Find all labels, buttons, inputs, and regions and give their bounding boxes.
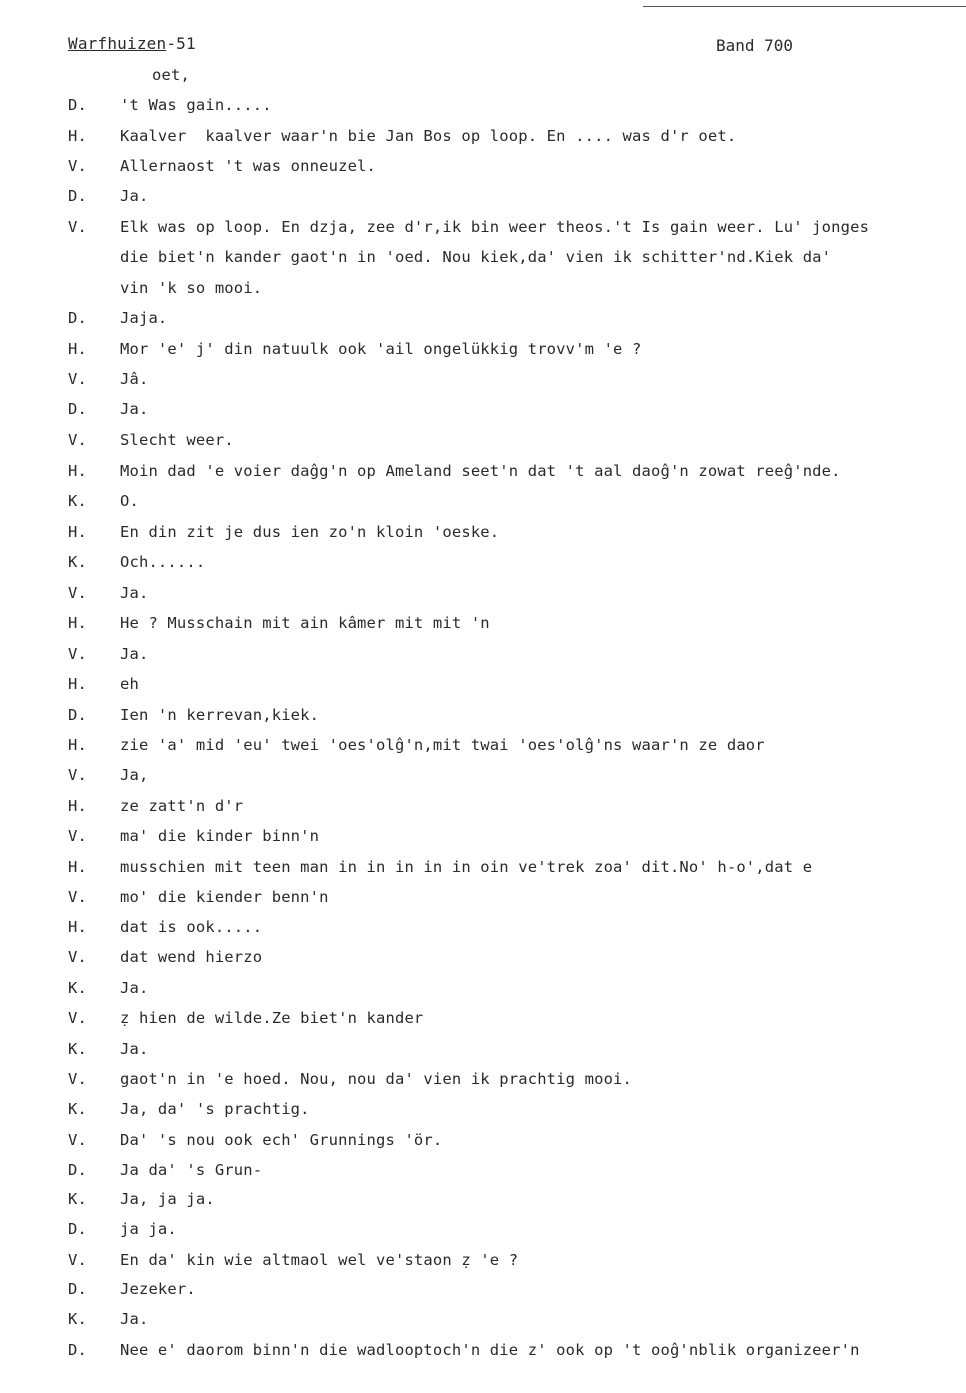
line-text: Ja. [120, 400, 149, 418]
line-text: Ja. [120, 979, 149, 997]
speaker-label: V. [68, 766, 87, 784]
speaker-label: D. [68, 400, 87, 418]
speaker-label: H. [68, 614, 87, 632]
speaker-label: H. [68, 918, 87, 936]
speaker-label: D. [68, 1341, 87, 1359]
line-text: O. [120, 492, 139, 510]
line-text: dat wend hierzo [120, 948, 263, 966]
line-text: ẓ hien de wilde.Ze biet'n kander [120, 1009, 424, 1027]
line-text: ja ja. [120, 1220, 177, 1238]
line-text: oet, [152, 66, 190, 84]
line-text: Ja. [120, 187, 149, 205]
speaker-label: H. [68, 340, 87, 358]
speaker-label: V. [68, 827, 87, 845]
line-text: die biet'n kander gaot'n in 'oed. Nou kiek,da' vien ik schitter'nd.Kiek da' [120, 248, 832, 266]
speaker-label: V. [68, 645, 87, 663]
line-text: Mor 'e' j' din natuulk ook 'ail ongelükkig trovv'm 'e ? [120, 340, 642, 358]
line-text: eh [120, 675, 139, 693]
speaker-label: H. [68, 736, 87, 754]
speaker-label: V. [68, 218, 87, 236]
line-text: vin 'k so mooi. [120, 279, 263, 297]
speaker-label: K. [68, 1040, 87, 1058]
line-text: Ja, ja ja. [120, 1190, 215, 1208]
speaker-label: K. [68, 553, 87, 571]
line-text: ma' die kinder binn'n [120, 827, 320, 845]
speaker-label: V. [68, 1009, 87, 1027]
line-text: mo' die kiender benn'n [120, 888, 329, 906]
speaker-label: V. [68, 584, 87, 602]
line-text: Ja. [120, 1040, 149, 1058]
line-text: dat is ook..... [120, 918, 263, 936]
speaker-label: H. [68, 675, 87, 693]
line-text: Jezeker. [120, 1280, 196, 1298]
speaker-label: K. [68, 1190, 87, 1208]
speaker-label: D. [68, 1161, 87, 1179]
speaker-label: H. [68, 858, 87, 876]
line-text: Slecht weer. [120, 431, 234, 449]
speaker-label: D. [68, 1280, 87, 1298]
speaker-label: K. [68, 1100, 87, 1118]
line-text: Ja. [120, 645, 149, 663]
page-number: -51 [166, 34, 196, 53]
speaker-label: D. [68, 187, 87, 205]
speaker-label: H. [68, 797, 87, 815]
speaker-label: D. [68, 309, 87, 327]
top-rule [643, 6, 966, 7]
speaker-label: V. [68, 370, 87, 388]
line-text: Jaja. [120, 309, 168, 327]
speaker-label: D. [68, 706, 87, 724]
line-text: zie 'a' mid 'eu' twei 'oes'olĝ'n,mit twai 'oes'olĝ'ns waar'n ze daor [120, 736, 765, 754]
line-text: Ja. [120, 584, 149, 602]
speaker-label: D. [68, 1220, 87, 1238]
speaker-label: V. [68, 1070, 87, 1088]
speaker-label: H. [68, 523, 87, 541]
line-text: Allernaost 't was onneuzel. [120, 157, 377, 175]
line-text: musschien mit teen man in in in in in oin ve'trek zoa' dit.No' h-o',dat e [120, 858, 813, 876]
line-text: Elk was op loop. En dzja, zee d'r,ik bin weer theos.'t Is gain weer. Lu' jonges [120, 218, 870, 236]
line-text: Moin dad 'e voier daĝg'n op Ameland seet'n dat 't aal daoĝ'n zowat reeĝ'nde. [120, 462, 841, 480]
speaker-label: K. [68, 1310, 87, 1328]
speaker-label: V. [68, 431, 87, 449]
speaker-label: V. [68, 1251, 87, 1269]
speaker-label: V. [68, 888, 87, 906]
location-name: Warfhuizen [68, 34, 167, 53]
line-text: Ja, [120, 766, 149, 784]
speaker-label: V. [68, 157, 87, 175]
line-text: Ien 'n kerrevan,kiek. [120, 706, 320, 724]
line-text: Ja. [120, 1310, 149, 1328]
line-text: Kaalver kaalver waar'n bie Jan Bos op loop. En .... was d'r oet. [120, 127, 737, 145]
line-text: Da' 's nou ook ech' Grunnings 'ör. [120, 1131, 443, 1149]
line-text: Ja, da' 's prachtig. [120, 1100, 310, 1118]
speaker-label: K. [68, 979, 87, 997]
band-label: Band 700 [716, 36, 794, 55]
speaker-label: V. [68, 948, 87, 966]
line-text: Ja da' 's Grun- [120, 1161, 263, 1179]
line-text: En din zit je dus ien zo'n kloin 'oeske. [120, 523, 500, 541]
line-text: ze zatt'n d'r [120, 797, 244, 815]
line-text: 't Was gain..... [120, 96, 272, 114]
line-text: Och...... [120, 553, 206, 571]
speaker-label: K. [68, 492, 87, 510]
line-text: Jâ. [120, 370, 149, 388]
line-text: Nee e' daorom binn'n die wadlooptoch'n die z' ook op 't ooĝ'nblik organizeer'n [120, 1341, 860, 1359]
document-title [68, 34, 196, 53]
speaker-label: H. [68, 462, 87, 480]
speaker-label: H. [68, 127, 87, 145]
line-text: He ? Musschain mit ain kâmer mit mit 'n [120, 614, 490, 632]
line-text: gaot'n in 'e hoed. Nou, nou da' vien ik prachtig mooi. [120, 1070, 633, 1088]
speaker-label: V. [68, 1131, 87, 1149]
line-text: En da' kin wie altmaol wel ve'staon ẓ 'e ? [120, 1251, 519, 1269]
speaker-label: D. [68, 96, 87, 114]
